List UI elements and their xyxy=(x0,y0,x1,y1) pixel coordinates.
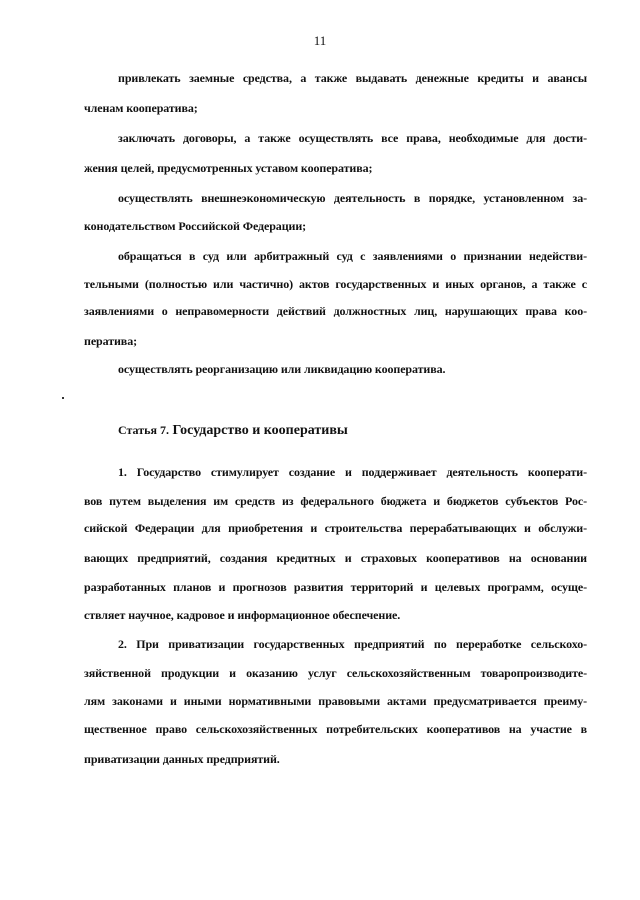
text-line: жения целей, предусмотренных уставом кооператива; xyxy=(84,161,373,175)
text-line: членам кооператива; xyxy=(84,101,198,115)
page-number: 11 xyxy=(313,33,327,48)
text-line: ператива; xyxy=(84,334,137,348)
text-line: вающих предприятий, создания кредитных и страховых кооперативов на основании xyxy=(84,551,587,565)
text-line: разработанных планов и прогнозов развития территорий и целевых программ, осуще- xyxy=(84,580,587,594)
text-line: обращаться в суд или арбитражный суд с заявлениями о признании недействи- xyxy=(118,249,587,263)
text-line: привлекать заемные средства, а также выдавать денежные кредиты и авансы xyxy=(118,71,587,85)
text-line: 1. Государство стимулирует создание и поддерживает деятельность кооперати- xyxy=(118,465,587,479)
text-line: тельными (полностью или частично) актов государственных и иных органов, а также с xyxy=(84,277,587,291)
text-line: заявлениями о неправомерности действий должностных лиц, нарушающих права коо- xyxy=(84,304,587,318)
text-line: лям законами и иными нормативными правовыми актами предусматривается преиму- xyxy=(84,694,587,708)
text-line: осуществлять внешнеэкономическую деятельность в порядке, установленном за- xyxy=(118,191,587,205)
text-line: щественное право сельскохозяйственных потребительских кооперативов на участие в xyxy=(84,722,587,736)
text-line: зяйственной продукции и оказанию услуг сельскохозяйственным товаропроизводите- xyxy=(84,666,587,680)
text-line: 2. При приватизации государственных предприятий по переработке сельскохо- xyxy=(118,637,587,651)
text-line: осуществлять реорганизацию или ликвидацию кооператива. xyxy=(118,362,446,376)
text-line: вов путем выделения им средств из федерального бюджета и бюджетов субъектов Рос- xyxy=(84,494,587,508)
text-line: приватизации данных предприятий. xyxy=(84,752,280,766)
article-title: Государство и кооперативы xyxy=(172,423,348,438)
scan-mark xyxy=(62,397,64,399)
article-heading xyxy=(118,423,348,439)
text-line: заключать договоры, а также осуществлять все права, необходимые для дости- xyxy=(118,131,587,145)
text-line: сийской Федерации для приобретения и строительства перерабатывающих и обслужи- xyxy=(84,521,587,535)
text-line: ствляет научное, кадровое и информационное обеспечение. xyxy=(84,608,401,622)
article-label: Статья 7. xyxy=(118,423,169,437)
text-line: конодательством Российской Федерации; xyxy=(84,219,307,233)
